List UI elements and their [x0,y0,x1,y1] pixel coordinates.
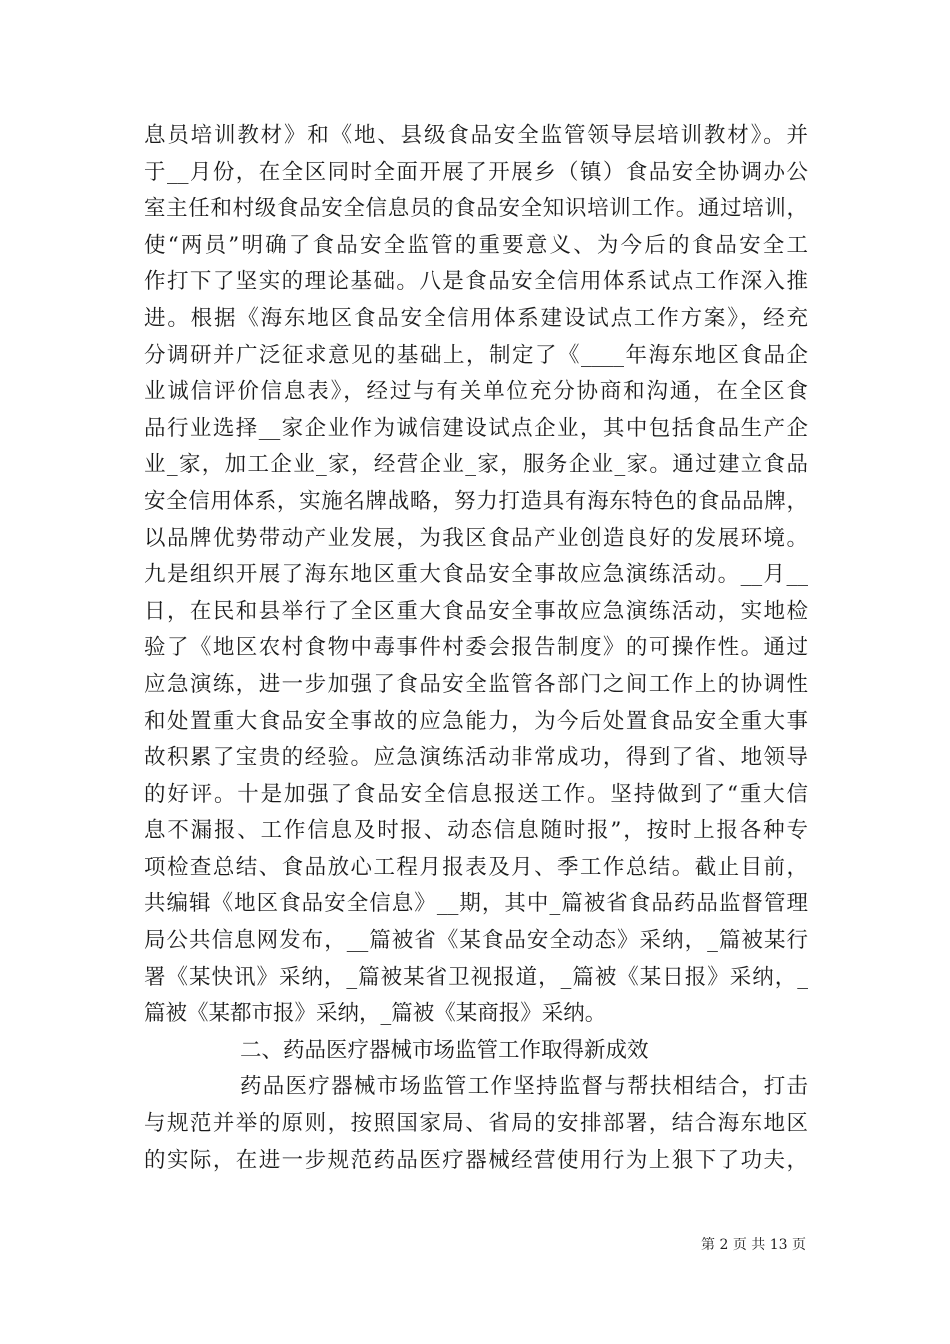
text-line: 安全信用体系，实施名牌战略，努力打造具有海东特色的食品品牌， [144,488,808,514]
text-line: 和处置重大食品安全事故的应急能力，为今后处置食品安全重大事 [144,708,808,734]
text-line: 九是组织开展了海东地区重大食品安全事故应急演练活动。__月__ [144,562,808,588]
text-line: 的好评。十是加强了食品安全信息报送工作。坚持做到了“重大信 [144,781,808,807]
text-line: 进。根据《海东地区食品安全信用体系建设试点工作方案》，经充 [144,305,808,331]
text-line: 息不漏报、工作信息及时报、动态信息随时报”，按时上报各种专 [144,818,808,844]
text-line: 应急演练，进一步加强了食品安全监管各部门之间工作上的协调性 [144,671,808,697]
text-line: 日，在民和县举行了全区重大食品安全事故应急演练活动，实地检 [144,598,808,624]
paragraph-line: 药品医疗器械市场监管工作坚持监督与帮扶相结合，打击 [240,1074,808,1100]
text-line: 业诚信评价信息表》，经过与有关单位充分协商和沟通，在全区食 [144,379,808,405]
text-line: 局公共信息网发布，__篇被省《某食品安全动态》采纳，_篇被某行 [144,928,808,954]
text-line: 项检查总结、食品放心工程月报表及月、季工作总结。截止目前， [144,854,808,880]
document-body [144,118,808,1179]
text-line: 以品牌优势带动产业发展，为我区食品产业创造良好的发展环境。 [144,525,808,551]
text-line: 共编辑《地区食品安全信息》__期，其中_篇被省食品药品监督管理 [144,891,808,917]
paragraph-line: 的实际，在进一步规范药品医疗器械经营使用行为上狠下了功夫， [144,1147,808,1173]
text-line: 品行业选择__家企业作为诚信建设试点企业，其中包括食品生产企 [144,415,808,441]
page-number-footer: 第 2 页 共 13 页 [701,1237,806,1253]
text-line: 作打下了坚实的理论基础。八是食品安全信用体系试点工作深入推 [144,269,808,295]
text-line: 署《某快讯》采纳，_篇被某省卫视报道，_篇被《某日报》采纳，_ [144,964,808,990]
text-line: 业_家，加工企业_家，经营企业_家，服务企业_家。通过建立食品 [144,452,808,478]
text-line: 室主任和村级食品安全信息员的食品安全知识培训工作。通过培训， [144,196,808,222]
text-line: 息员培训教材》和《地、县级食品安全监管领导层培训教材》。并 [144,123,808,148]
section-heading: 二、药品医疗器械市场监管工作取得新成效 [240,1037,649,1063]
text-line: 分调研并广泛征求意见的基础上，制定了《____年海东地区食品企 [144,342,808,368]
paragraph-line: 与规范并举的原则，按照国家局、省局的安排部署，结合海东地区 [144,1111,808,1137]
text-line: 于__月份，在全区同时全面开展了开展乡（镇）食品安全协调办公 [144,159,808,185]
text-line: 篇被《某都市报》采纳，_篇被《某商报》采纳。 [144,1001,607,1027]
text-line: 故积累了宝贵的经验。应急演练活动非常成功，得到了省、地领导 [144,745,808,771]
text-line: 使“两员”明确了食品安全监管的重要意义、为今后的食品安全工 [144,232,808,258]
text-line: 验了《地区农村食物中毒事件村委会报告制度》的可操作性。通过 [144,635,808,661]
